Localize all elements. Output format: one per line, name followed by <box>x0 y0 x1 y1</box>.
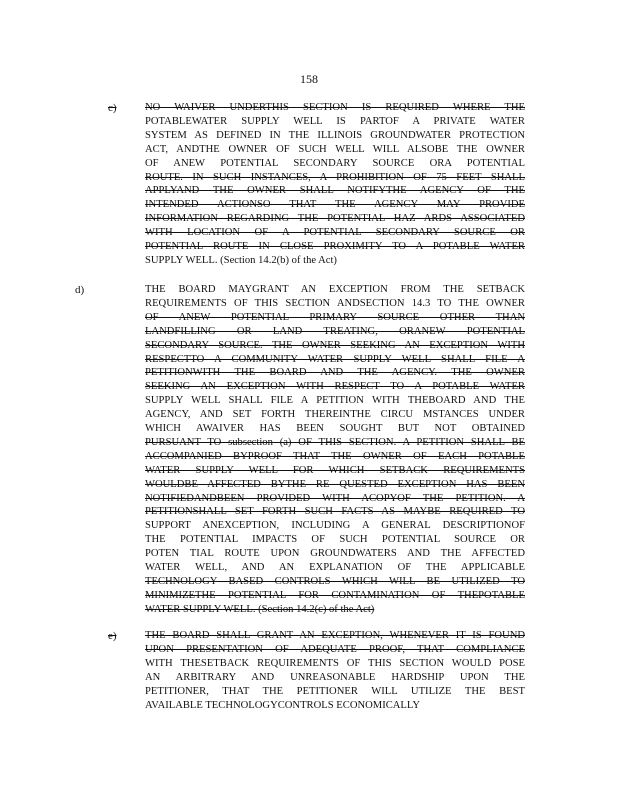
section-marker: c) <box>108 102 117 114</box>
text-line: WITH THESETBACK REQUIREMENTS OF THIS SECTION WOULD POSE <box>145 657 525 669</box>
section-marker: d) <box>75 284 85 296</box>
page-number: 158 <box>300 72 318 86</box>
struck-text-line: NOTIFIEDANDBEEN PROVIDED WITH ACOPYOF THE PETITION. A <box>145 492 525 504</box>
text-line: REQUIREMENTS OF THIS SECTION ANDSECTION 14.3 TO THE OWNER <box>145 297 525 309</box>
struck-text-line: WOULDBE AFFECTED BYTHE RE QUESTED EXCEPTION HAS BEEN <box>145 478 525 490</box>
struck-text-line: RESPECTTO A COMMUNITY WATER SUPPLY WELL SHALL FILE A <box>145 353 525 365</box>
struck-text-line: UPON PRESENTATION OF ADEQUATE PROOF, THAT COMPLIANCE <box>145 643 525 655</box>
text-line: AGENCY, AND SET FORTH THEREINTHE CIRCU MSTANCES UNDER <box>145 409 525 421</box>
struck-text-line: PETITIONWITH THE BOARD AND THE AGENCY. THE OWNER <box>145 367 525 379</box>
text-line: POTEN TIAL ROUTE UPON GROUNDWATERS AND THE AFFECTED <box>145 548 525 560</box>
struck-text-line: MINIMIZETHE POTENTIAL FOR CONTAMINATION OF THEPOTABLE <box>145 589 525 601</box>
struck-text-line: PURSUANT TO subsection (a) OF THIS SECTION. A PETITION SHALL BE <box>145 436 525 448</box>
struck-text-line: SECONDARY SOURCE. THE OWNER SEEKING AN EXCEPTION WITH <box>145 339 525 351</box>
struck-text-line: OF ANEW POTENTIAL PRIMARY SOURCE OTHER THAN <box>145 311 525 323</box>
struck-text-line: PETITIONSHALL SET FORTH SUCH FACTS AS MAYBE REQUIRED TO <box>145 506 525 518</box>
text-line: WHICH AWAIVER HAS BEEN SOUGHT BUT NOT OBTAINED <box>145 423 525 434</box>
text-line: THE BOARD MAYGRANT AN EXCEPTION FROM THE SETBACK <box>145 284 525 295</box>
text-line: POTABLEWATER SUPPLY WELL IS PARTOF A PRIVATE WATER <box>145 115 525 127</box>
text-line: SYSTEM AS DEFINED IN THE ILLINOIS GROUNDWATER PROTECTION <box>145 129 525 141</box>
text-line: PETITIONER, THAT THE PETITIONER WILL UTILIZE THE BEST <box>145 685 525 697</box>
text-line: AVAILABLE TECHNOLOGYCONTROLS ECONOMICALLY <box>145 699 420 711</box>
text-line: SUPPORT ANEXCEPTION, INCLUDING A GENERAL DESCRIPTIONOF <box>145 520 525 532</box>
struck-text-line: INTENDED ACTIONSO THAT THE AGENCY MAY PROVIDE <box>145 199 525 211</box>
struck-text-line: NO WAIVER UNDERTHIS SECTION IS REQUIRED WHERE THE <box>145 102 525 113</box>
struck-text-line: WATER SUPPLY WELL. (Section 14.2(c) of the Act) <box>145 603 375 615</box>
text-line: OF ANEW POTENTIAL SECONDARY SOURCE ORA POTENTIAL <box>145 157 525 169</box>
struck-text-line: SEEKING AN EXCEPTION WITH RESPECT TO A POTABLE WATER <box>145 381 525 393</box>
struck-text-line: INFORMATION REGARDING THE POTENTIAL HAZ ARDS ASSOCIATED <box>145 213 525 225</box>
text-line: ACT, ANDTHE OWNER OF SUCH WELL WILL ALSOBE THE OWNER <box>145 143 525 155</box>
struck-text-line: ACCOMPANIED BYPROOF THAT THE OWNER OF EACH POTABLE <box>145 450 525 462</box>
text-line: WATER WELL, AND AN EXPLANATION OF THE APPLICABLE <box>145 562 525 573</box>
text-line: THE POTENTIAL IMPACTS OF SUCH POTENTIAL SOURCE OR <box>145 534 525 546</box>
struck-text-line: TECHNOLOGY BASED CONTROLS WHICH WILL BE UTILIZED TO <box>145 575 525 587</box>
struck-text-line: POTENTIAL ROUTE IN CLOSE PROXIMITY TO A POTABLE WATER <box>145 241 525 252</box>
struck-text-line: APPLYAND THE OWNER SHALL NOTIFYTHE AGENCY OF THE <box>145 185 525 197</box>
struck-text-line: LANDFILLING OR LAND TREATING, ORANEW POTENTIAL <box>145 325 525 337</box>
section-marker: e) <box>108 630 117 642</box>
text-line: SUPPLY WELL SHALL FILE A PETITION WITH THEBOARD AND THE <box>145 395 525 407</box>
struck-text-line: WATER SUPPLY WELL FOR WHICH SETBACK REQUIREMENTS <box>145 464 525 476</box>
text-line: SUPPLY WELL. (Section 14.2(b) of the Act) <box>145 254 337 266</box>
text-line: AN ARBITRARY AND UNREASONABLE HARDSHIP UPON THE <box>145 671 525 683</box>
struck-text-line: THE BOARD SHALL GRANT AN EXCEPTION, WHENEVER IT IS FOUND <box>145 630 525 641</box>
struck-text-line: WITH LOCATION OF A POTENTIAL SECONDARY SOURCE OR <box>145 227 525 239</box>
struck-text-line: ROUTE. IN SUCH INSTANCES, A PROHIBITION OF 75 FEET SHALL <box>145 171 525 183</box>
